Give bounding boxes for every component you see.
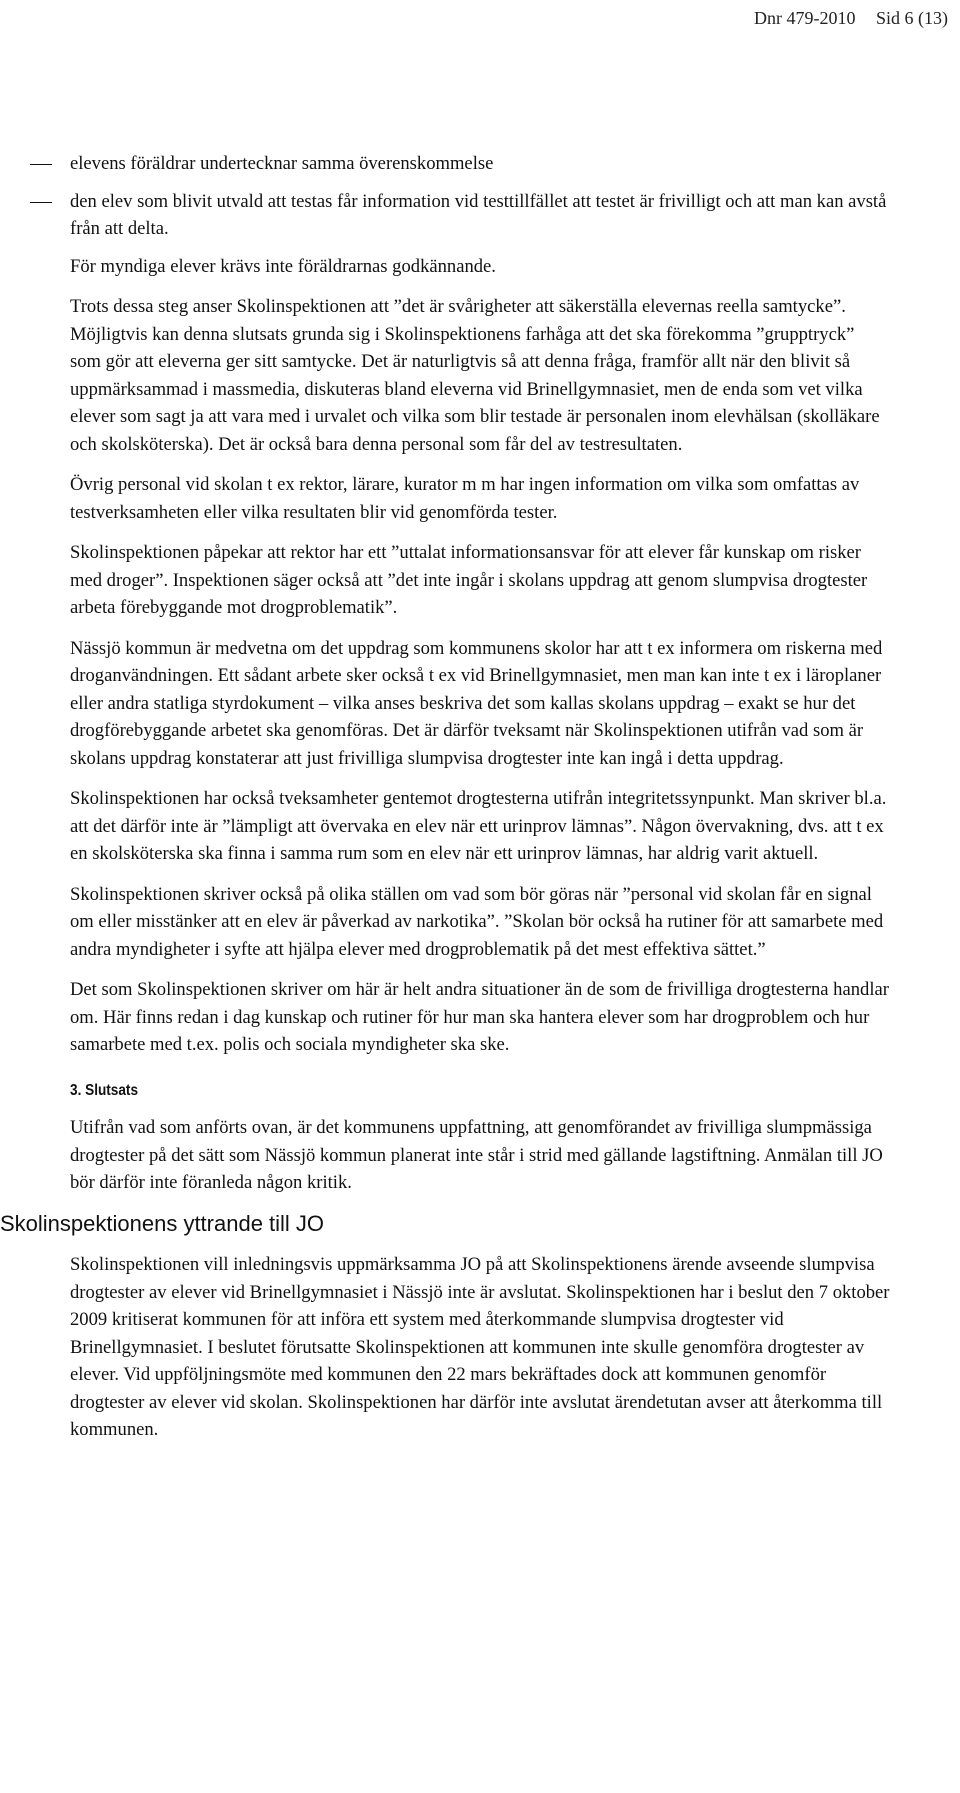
page-header (738, 8, 948, 29)
list-item (70, 188, 890, 243)
paragraph: Trots dessa steg anser Skolinspektionen att ”det är svårigheter att säkerställa elevernas reella samtycke”. Möjligtvis kan denna slutsats grunda sig i Skolinspektionens farhåga att det ska förekomma ”grupptryck” som gör att eleverna ger sitt samtycke. Det är naturligtvis så att denna fråga, framför allt när den blivit så uppmärksammad i massmedia, diskuteras bland eleverna vid Brinellgymnasiet, men de enda som vet vilka elever som sagt ja att vara med i urvalet och vilka som blir testade är personalen inom elevhälsan (skolläkare och skolsköterska). Det är också bara denna personal som får del av testresultaten. (70, 296, 880, 455)
section-heading-yttrande: Skolinspektionens yttrande till JO (0, 1210, 325, 1236)
paragraph: Utifrån vad som anförts ovan, är det kommunens uppfattning, att genomförandet av frivilliga slumpmässiga drogtester på det sätt som Nässjö kommun planerat inte står i strid med gällande lagstiftning. Anmälan till JO bör därför inte föranleda någon kritik. (70, 1117, 883, 1193)
paragraph: Skolinspektionen påpekar att rektor har ett ”uttalat informationsansvar för att elever får kunskap om risker med droger”. Inspektionen säger också att ”det inte ingår i skolans uppdrag att genom slumpvisa drogtester arbeta förebyggande mot drogproblematik”. (70, 542, 868, 618)
paragraph: Skolinspektionen skriver också på olika ställen om vad som bör göras när ”personal vid skolan får en signal om eller misstänker att en elev är påverkad av narkotika”. ”Skolan bör också ha rutiner för att samarbete med andra myndigheter i syfte att hjälpa elever med drogproblematik på det mest effektiva sättet.” (70, 883, 884, 960)
paragraph: Det som Skolinspektionen skriver om här är helt andra situationer än de som de frivilliga drogtesterna handlar om. Här finns redan i dag kunskap och rutiner för hur man ska hantera elever som har drogproblem och hur samarbete med t.ex. polis och sociala myndigheter ska ske. (70, 979, 889, 1055)
page-number: Sid 6 (13) (876, 8, 948, 28)
dash-list (70, 150, 890, 243)
list-item-text: den elev som blivit utvald att testas får information vid testtillfället att testet är frivilligt och att man kan avstå från att delta. (70, 190, 887, 239)
paragraph: Skolinspektionen vill inledningsvis uppmärksamma JO på att Skolinspektionens ärende avseende slumpvisa drogtester av elever vid Brinellgymnasiet i Nässjö inte är avslutat. Skolinspektionen har i beslut den 7 oktober 2009 kritiserat kommunen för att införa ett system med återkommande slumpvisa drogtester vid Brinellgymnasiet. I beslutet förutsatte Skolinspektionen att kommunen inte skulle genomföra drogtester av elever. Vid uppföljningsmöte med kommunen den 22 mars bekräftades dock att kommunen genomför drogtester av elever vid skolan. Skolinspektionen har därför inte avslutat ärendetutan avser att återkomma till kommunen. (70, 1254, 890, 1440)
section-heading-slutsats: 3. Slutsats (70, 1081, 139, 1099)
list-item-text: elevens föräldrar undertecknar samma överenskommelse (70, 153, 494, 174)
case-number: Dnr 479-2010 (754, 8, 856, 28)
paragraph: För myndiga elever krävs inte föräldrarnas godkännande. (70, 255, 496, 277)
paragraph: Skolinspektionen har också tveksamheter gentemot drogtesterna utifrån integritetssynpunkt. Man skriver bl.a. att det därför inte är ”lämpligt att övervaka en elev när ett urinprov lämnas”. Någon övervakning, dvs. att t ex en skolsköterska ska finna i samma rum som en elev när ett urinprov lämnas, har aldrig varit aktuell. (70, 788, 887, 864)
paragraph: Övrig personal vid skolan t ex rektor, lärare, kurator m m har ingen information om vilka som omfattas av testverksamheten eller vilka resultaten blir vid genomförda tester. (70, 474, 860, 523)
list-item (70, 150, 890, 178)
document-body (0, 150, 890, 1457)
paragraph: Nässjö kommun är medvetna om det uppdrag som kommunens skolor har att t ex informera om riskerna med droganvändningen. Ett sådant arbete sker också t ex vid Brinellgymnasiet, men man kan inte t ex i läroplaner eller andra statliga styrdokument – vilka anses beskriva det som kallas skolans uppdrag – exakt se hur det drogförebyggande arbetet ska genomföras. Det är därför tveksamt när Skolinspektionen utifrån vad som är skolans uppdrag konstaterar att just frivilliga slumpvisa drogtester inte kan ingå i detta uppdrag. (70, 637, 883, 769)
